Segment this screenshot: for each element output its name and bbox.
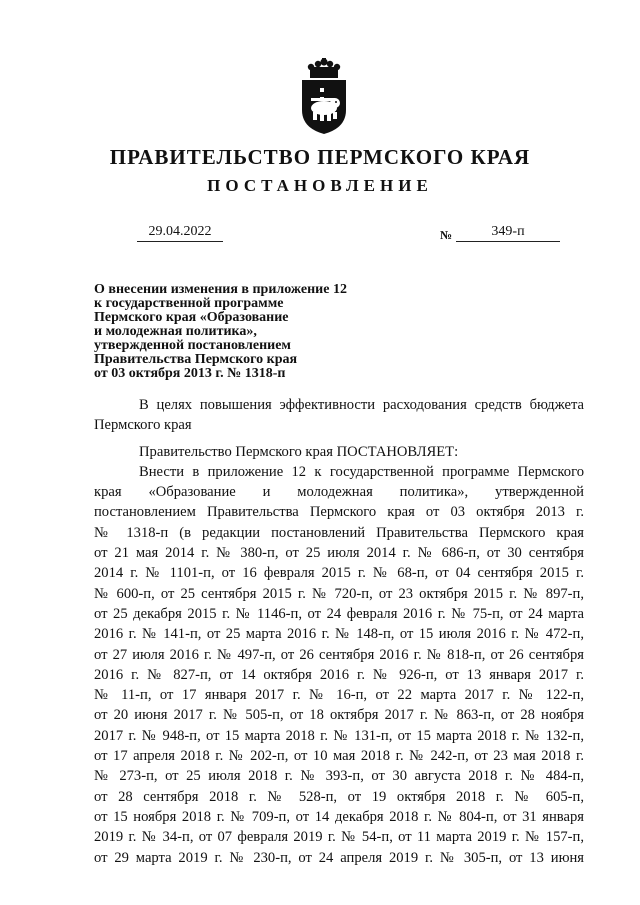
body-line: № 600-п, от 25 сентября 2015 г. № 720-п, от 23 октября 2015 г. № 897-п, bbox=[94, 585, 584, 602]
organization-title: ПРАВИТЕЛЬСТВО ПЕРМСКОГО КРАЯ bbox=[109, 145, 531, 169]
body-line: 2016 г. № 827-п, от 14 октября 2016 г. № 926-п, от 13 января 2017 г. bbox=[94, 666, 584, 683]
main-paragraph bbox=[94, 462, 584, 868]
body-line: от 27 июля 2016 г. № 497-п, от 26 сентября 2016 г. № 818-п, от 26 сентября bbox=[94, 646, 584, 663]
body-line: постановлением Правительства Пермского края от 03 октября 2013 г. bbox=[94, 504, 584, 521]
body-line: В целях повышения эффективности расходования средств бюджета bbox=[139, 397, 584, 413]
body-line: от 15 ноября 2018 г. № 709-п, от 14 декабря 2018 г. № 804-п, от 31 января bbox=[94, 808, 584, 825]
number-sign: № bbox=[440, 228, 453, 242]
body-line: края «Образование и молодежная политика», утвержденной bbox=[94, 484, 584, 501]
document-type: ПОСТАНОВЛЕНИЕ bbox=[207, 176, 433, 195]
body-line: от 29 марта 2019 г. № 230-п, от 24 апреля 2019 г. № 305-п, от 13 июня bbox=[94, 849, 584, 866]
document-body bbox=[94, 395, 584, 868]
body-line: от 17 апреля 2018 г. № 202-п, от 10 мая 2018 г. № 242-п, от 23 мая 2018 г. bbox=[94, 748, 584, 765]
body-line: 2016 г. № 141-п, от 25 марта 2016 г. № 148-п, от 15 июля 2016 г. № 472-п, bbox=[94, 626, 584, 643]
document-number: 349-п bbox=[456, 224, 560, 242]
subject-line: Правительства Пермского края bbox=[94, 352, 298, 367]
document-date: 29.04.2022 bbox=[137, 224, 223, 242]
body-line: Пермского края bbox=[94, 417, 192, 434]
body-line: № 273-п, от 25 июля 2018 г. № 393-п, от 30 августа 2018 г. № 484-п, bbox=[94, 768, 584, 785]
subject-line: от 03 октября 2013 г. № 1318-п bbox=[94, 366, 286, 381]
subject-line: О внесении изменения в приложение 12 bbox=[94, 282, 347, 297]
body-line: 2019 г. № 34-п, от 07 февраля 2019 г. № 54-п, от 11 марта 2019 г. № 157-п, bbox=[94, 829, 584, 846]
body-line: от 28 сентября 2018 г. № 528-п, от 19 октября 2018 г. № 605-п, bbox=[94, 788, 584, 805]
coat-of-arms-emblem bbox=[296, 58, 352, 136]
body-line: от 21 мая 2014 г. № 380-п, от 25 июля 2014 г. № 686-п, от 30 сентября bbox=[94, 545, 584, 562]
body-line: № 11-п, от 17 января 2017 г. № 16-п, от 22 марта 2017 г. № 122-п, bbox=[94, 687, 584, 704]
body-line: Внести в приложение 12 к государственной программе Пермского bbox=[139, 463, 584, 480]
subject-line: Пермского края «Образование bbox=[94, 310, 289, 325]
body-line: 2017 г. № 948-п, от 15 марта 2018 г. № 131-п, от 15 марта 2018 г. № 132-п, bbox=[94, 727, 584, 744]
body-line: от 20 июня 2017 г. № 505-п, от 18 октября 2017 г. № 863-п, от 28 ноября bbox=[94, 707, 584, 724]
subject-line: к государственной программе bbox=[94, 296, 284, 311]
body-line: № 1318-п (в редакции постановлений Правительства Пермского края bbox=[94, 524, 584, 541]
subject-line: и молодежная политика», bbox=[94, 324, 257, 339]
document-subject bbox=[94, 283, 394, 381]
body-line: от 25 декабря 2015 г. № 1146-п, от 24 февраля 2016 г. № 75-п, от 24 марта bbox=[94, 605, 584, 622]
subject-line: утвержденной постановлением bbox=[94, 338, 291, 353]
decree-statement: Правительство Пермского края ПОСТАНОВЛЯЕТ: bbox=[139, 443, 459, 460]
body-line: 2014 г. № 1101-п, от 16 февраля 2015 г. № 68-п, от 04 сентября 2015 г. bbox=[94, 565, 584, 582]
